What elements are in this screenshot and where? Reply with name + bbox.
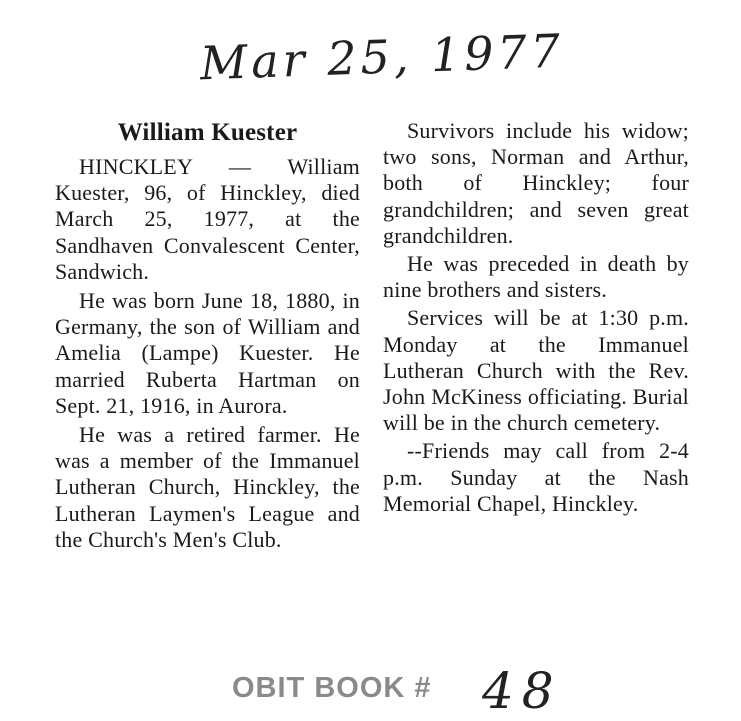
right-column	[383, 118, 689, 519]
paragraph-biography: He was born June 18, 1880, in Germany, the son of William and Amelia (Lampe) Kuester. He married Ruberta Hartman on Sept. 21, 1916, in Aurora.	[55, 288, 360, 418]
paragraph-death-notice: HINCKLEY — William Kuester, 96, of Hinckley, died March 25, 1977, at the Sandhaven Convalescent Center, Sandwich.	[55, 154, 360, 284]
paragraph-survivors: Survivors include his widow; two sons, Norman and Arthur, both of Hinckley; four grandchildren; and seven great grandchildren.	[383, 118, 689, 248]
obit-book-stamp: OBIT BOOK #	[232, 672, 432, 704]
obituary-headline: William Kuester	[117, 119, 298, 146]
left-column	[55, 118, 360, 556]
obit-book-number: 48	[482, 662, 562, 720]
paragraph-services: Services will be at 1:30 p.m. Monday at the Immanuel Lutheran Church with the Rev. John McKiness officiating. Burial will be in the church cemetery.	[383, 305, 689, 436]
paragraph-visitation: --Friends may call from 2-4 p.m. Sunday at the Nash Memorial Chapel, Hinckley.	[383, 438, 689, 516]
paragraph-preceded: He was preceded in death by nine brothers and sisters.	[383, 251, 689, 303]
paragraph-affiliations: He was a retired farmer. He was a member of the Immanuel Lutheran Church, Hinckley, the Lutheran Laymen's League and the Church's Men's Club.	[55, 422, 360, 552]
handwritten-date: Mar 25, 1977	[199, 23, 565, 91]
